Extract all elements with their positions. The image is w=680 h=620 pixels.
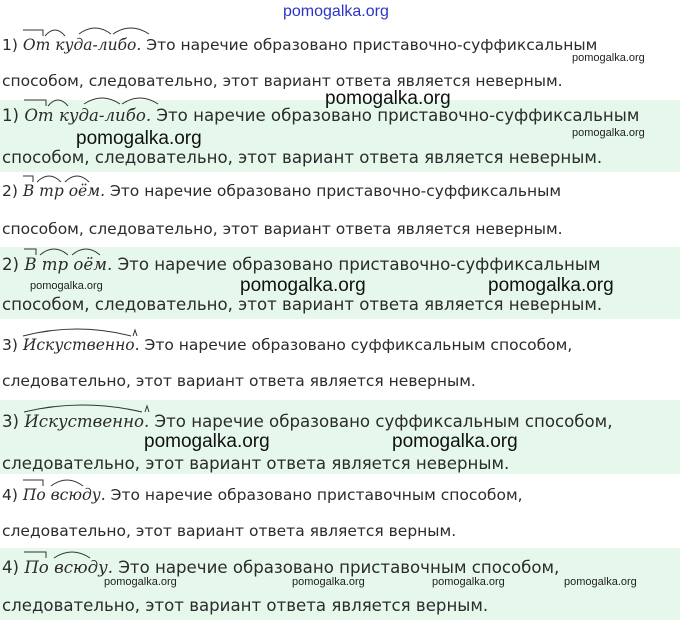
watermark: pomogalka.org xyxy=(432,576,505,588)
answer-text: Это наречие образовано приставочно-суффиксальным xyxy=(117,255,601,274)
answer-word: По всюду. xyxy=(24,558,113,577)
answer-4-line1 xyxy=(2,486,523,504)
answer-4-line2: следовательно, этот вариант ответа является верным. xyxy=(2,596,489,615)
answer-1-line2: способом, следовательно, этот вариант ответа является неверным. xyxy=(2,148,603,167)
answer-text: Это наречие образовано приставочно-суффиксальным xyxy=(146,36,598,54)
watermark: pomogalka.org xyxy=(564,576,637,588)
watermark: pomogalka.org xyxy=(572,127,645,139)
answer-text: Это наречие образовано приставочным способом, xyxy=(110,486,523,504)
watermark: pomogalka.org xyxy=(240,275,366,296)
answer-1-plain xyxy=(0,30,680,96)
answer-word: В тр оём. xyxy=(24,255,112,274)
watermark: pomogalka.org xyxy=(144,431,270,452)
answer-number: 2) xyxy=(2,255,20,274)
watermark: pomogalka.org xyxy=(325,88,451,109)
answer-1-line1 xyxy=(2,106,639,125)
answer-text: Это наречие образовано приставочно-суффиксальным xyxy=(156,106,640,125)
answer-number: 4) xyxy=(2,486,18,504)
answer-text: Это наречие образовано приставочным способом, xyxy=(118,558,560,577)
answer-2-line1 xyxy=(2,255,600,274)
answer-2-highlighted xyxy=(0,247,680,319)
answer-word: По всюду. xyxy=(23,486,106,504)
watermark: pomogalka.org xyxy=(488,275,614,296)
answer-word: От куда-либо. xyxy=(23,36,141,54)
answer-number: 3) xyxy=(2,412,20,431)
answer-2-line1 xyxy=(2,182,561,200)
answer-number: 1) xyxy=(2,106,20,125)
answer-word: В тр оём. xyxy=(23,182,105,200)
answer-1-line2: способом, следовательно, этот вариант ответа является неверным. xyxy=(2,72,563,90)
answer-word: Искуственно. xyxy=(23,336,140,354)
answer-2-plain xyxy=(0,176,680,242)
watermark: pomogalka.org xyxy=(392,431,518,452)
answer-text: Это наречие образовано суффиксальным способом, xyxy=(154,412,613,431)
answer-3-highlighted xyxy=(0,400,680,474)
watermark: pomogalka.org xyxy=(292,576,365,588)
answer-word: От куда-либо. xyxy=(24,106,151,125)
answer-text: Это наречие образовано приставочно-суффиксальным xyxy=(109,182,562,200)
answer-4-line2: следовательно, этот вариант ответа является верным. xyxy=(2,522,457,540)
watermark: pomogalka.org xyxy=(572,52,645,64)
answer-2-line2: способом, следовательно, этот вариант ответа является неверным. xyxy=(2,295,603,314)
answer-3-line1 xyxy=(2,412,612,431)
header-watermark: pomogalka.org xyxy=(283,3,389,20)
answer-3-line2: следовательно, этот вариант ответа является неверным. xyxy=(2,372,476,390)
watermark: pomogalka.org xyxy=(104,576,177,588)
answer-3-line1 xyxy=(2,336,572,354)
watermark: pomogalka.org xyxy=(76,128,202,149)
answer-4-plain xyxy=(0,476,680,544)
answer-number: 3) xyxy=(2,336,18,354)
answer-text: Это наречие образовано суффиксальным способом, xyxy=(144,336,573,354)
answer-1-highlighted xyxy=(0,88,680,172)
answer-4-highlighted xyxy=(0,548,680,620)
answer-number: 4) xyxy=(2,558,20,577)
answer-3-line2: следовательно, этот вариант ответа является неверным. xyxy=(2,454,510,473)
answer-3-plain xyxy=(0,324,680,394)
watermark: pomogalka.org xyxy=(30,280,103,292)
answer-1-line1 xyxy=(2,36,597,54)
answer-number: 1) xyxy=(2,36,18,54)
answer-2-line2: способом, следовательно, этот вариант ответа является неверным. xyxy=(2,220,563,238)
answer-number: 2) xyxy=(2,182,18,200)
answer-4-line1 xyxy=(2,558,559,577)
answer-word: Искуственно. xyxy=(24,412,149,431)
